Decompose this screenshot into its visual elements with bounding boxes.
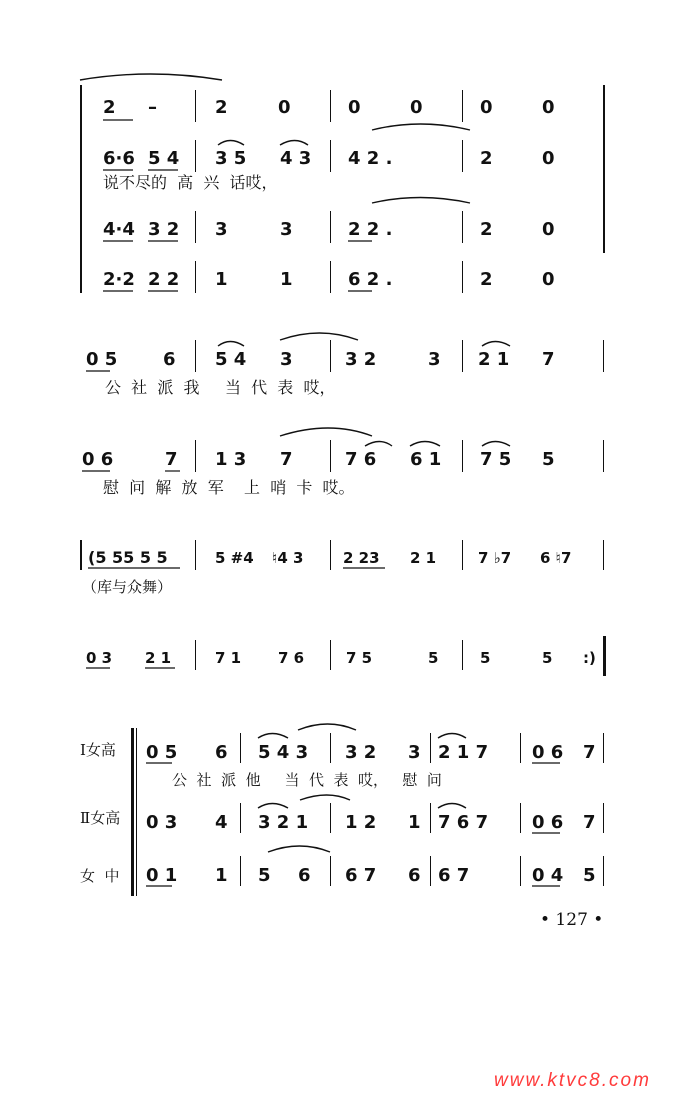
note-group: 5 4	[148, 148, 180, 169]
note-group: 7 5	[346, 649, 373, 667]
note-group: 7 ♭7	[478, 549, 512, 567]
note-group: 3	[215, 219, 228, 240]
note-group: 6	[298, 865, 311, 886]
note-group: 4 3	[280, 148, 312, 169]
note-group: 2	[480, 219, 493, 240]
note-group: 2	[103, 97, 116, 118]
note-group: 0	[278, 97, 291, 118]
note-group: 3 2	[345, 742, 377, 763]
lyric-line: 公 社 派 我 当 代 表 哎，	[105, 378, 336, 397]
tie-arc	[280, 428, 372, 436]
slur-arc	[280, 141, 308, 146]
note-group: 0	[480, 97, 493, 118]
note-group: 0 1	[146, 865, 178, 886]
voice-label: Ⅰ女高	[80, 741, 116, 759]
note-group: 6·6	[103, 148, 135, 169]
note-group: 6	[408, 865, 421, 886]
note-group: 6 2 .	[348, 269, 393, 290]
note-group: 5 #4	[215, 549, 254, 567]
slur-arc	[258, 804, 288, 809]
note-group: 5	[258, 865, 271, 886]
note-group: 0 3	[146, 812, 178, 833]
note-group: 2 1	[478, 349, 510, 370]
note-group: 7 6	[345, 449, 377, 470]
note-group: 3 2	[345, 349, 377, 370]
slur-arc	[438, 734, 466, 739]
note-group: 0 6	[82, 449, 114, 470]
slur-arc	[258, 734, 288, 739]
watermark: www.ktvc8.com	[494, 1070, 651, 1091]
slur-arc	[482, 442, 510, 447]
note-group: 7	[280, 449, 293, 470]
note-group: 2 23	[343, 549, 380, 567]
lyric-line: 慰 问 解 放 军 上 哨 卡 哎。	[103, 478, 355, 497]
note-group: 0 6	[532, 742, 564, 763]
note-group: 2	[480, 269, 493, 290]
stage-direction: （库与众舞）	[82, 578, 173, 596]
note-group: 3	[428, 349, 441, 370]
note-group: 6	[163, 349, 176, 370]
note-group: ♮4 3	[272, 549, 304, 567]
note-group: 5	[428, 649, 439, 667]
slur-arc	[365, 442, 392, 447]
tie-arc	[300, 795, 350, 800]
note-group: 0	[542, 97, 555, 118]
note-group: 2·2	[103, 269, 135, 290]
note-group: 0 5	[86, 349, 118, 370]
note-group: 7	[583, 812, 596, 833]
note-group: 0 4	[532, 865, 564, 886]
note-group: 5 4	[215, 349, 247, 370]
slur-arc	[218, 342, 244, 347]
note-group: 6 ♮7	[540, 549, 572, 567]
lyric-line: 说不尽的 高 兴 话哎，	[103, 173, 278, 192]
tie-arc	[268, 846, 330, 852]
note-group: 0	[542, 269, 555, 290]
note-group: 7	[542, 349, 555, 370]
note-group: 6	[215, 742, 228, 763]
note-group: 1	[408, 812, 421, 833]
note-group: 4	[215, 812, 228, 833]
note-group: 2 1	[410, 549, 437, 567]
note-group: 4 2 .	[348, 148, 393, 169]
note-group: 1	[280, 269, 293, 290]
tie-arc	[372, 198, 470, 204]
note-group: 5	[542, 649, 553, 667]
voice-label: 女 中	[80, 867, 120, 885]
note-group: 0 6	[532, 812, 564, 833]
note-group: 6 1	[410, 449, 442, 470]
note-group: 2	[480, 148, 493, 169]
tie-arc	[280, 333, 358, 340]
note-group: 7 5	[480, 449, 512, 470]
repeat-end-sign: :)	[583, 649, 596, 667]
slur-arc	[438, 804, 466, 809]
note-group: 3 2 1	[258, 812, 309, 833]
note-group: 2 2	[148, 269, 180, 290]
note-group: 5	[542, 449, 555, 470]
note-group: 4·4	[103, 219, 135, 240]
note-group: 0 5	[146, 742, 178, 763]
note-group: 0	[542, 219, 555, 240]
note-group: 2	[215, 97, 228, 118]
tie-arc	[80, 74, 222, 80]
note-group: 0	[410, 97, 423, 118]
note-group: 3	[280, 349, 293, 370]
note-group: 1 3	[215, 449, 247, 470]
note-group: 3	[280, 219, 293, 240]
tie-arc	[298, 724, 356, 730]
note-group: 1 2	[345, 812, 377, 833]
note-group: 7 1	[215, 649, 242, 667]
tie-arc	[372, 124, 470, 130]
note-group: 7 6	[278, 649, 305, 667]
note-group: 1	[215, 269, 228, 290]
note-group: 5	[480, 649, 491, 667]
note-group: 0	[348, 97, 361, 118]
lyric-line: 公 社 派 他 当 代 表 哎， 慰 问	[172, 771, 442, 789]
slur-arc	[410, 442, 440, 447]
note-group: 6 7	[345, 865, 377, 886]
note-group: –	[148, 97, 157, 118]
note-group: 7	[583, 742, 596, 763]
note-group: 0	[542, 148, 555, 169]
note-group: 5	[583, 865, 596, 886]
note-group: 7	[165, 449, 178, 470]
slur-arc	[218, 141, 244, 146]
note-group: 1	[215, 865, 228, 886]
note-group: 3	[408, 742, 421, 763]
note-group: 7 6 7	[438, 812, 489, 833]
note-group: 2 2 .	[348, 219, 393, 240]
note-group: 0 3	[86, 649, 113, 667]
page-number: • 127 •	[540, 910, 604, 930]
voice-label: Ⅱ女高	[80, 809, 121, 827]
note-group: 3 2	[148, 219, 180, 240]
note-group: 5 4 3	[258, 742, 309, 763]
note-group: 2 1	[145, 649, 172, 667]
slur-arc	[482, 342, 510, 347]
note-group: 2 1 7	[438, 742, 489, 763]
note-group: (5 55 5 5	[88, 548, 168, 567]
note-group: 6 7	[438, 865, 470, 886]
note-group: 3 5	[215, 148, 247, 169]
